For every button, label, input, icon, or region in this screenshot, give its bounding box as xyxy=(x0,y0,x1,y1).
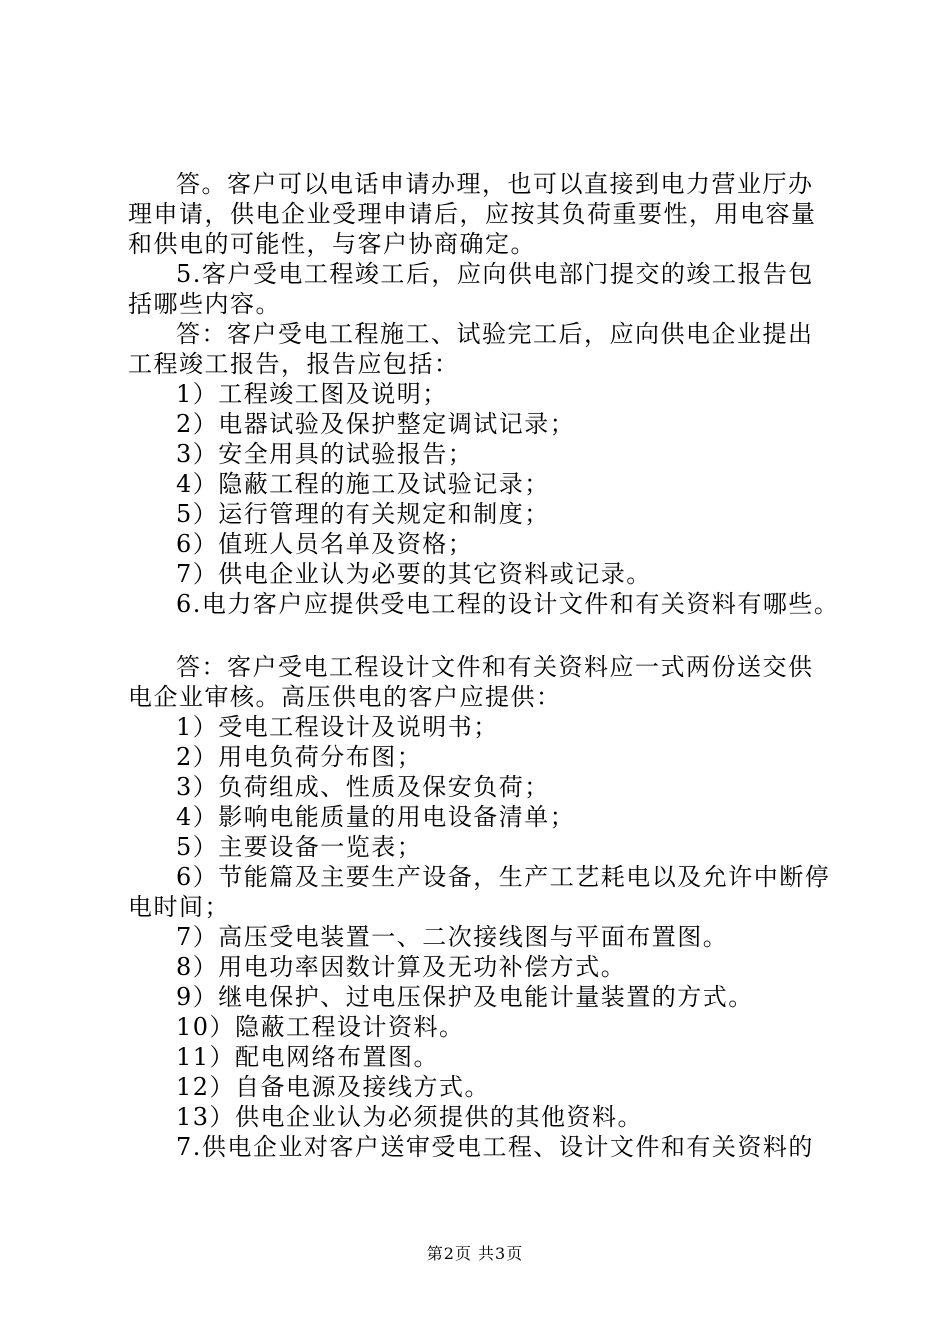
answer-5-line: 答：客户受电工程施工、试验完工后，应向供电企业提出 xyxy=(176,320,814,348)
list-item: 9）继电保护、过电压保护及电能计量装置的方式。 xyxy=(176,983,754,1011)
list-item: 3）负荷组成、性质及保安负荷； xyxy=(176,773,550,801)
list-item: 5）主要设备一览表； xyxy=(176,833,423,861)
answer-5-line: 工程竣工报告，报告应包括： xyxy=(128,350,460,378)
paragraph-line: 答。客户可以电话申请办理，也可以直接到电力营业厅办 xyxy=(176,170,814,198)
question-7-line: 7.供电企业对客户送审受电工程、设计文件和有关资料的 xyxy=(176,1133,814,1161)
list-item: 4）隐蔽工程的施工及试验记录； xyxy=(176,470,550,498)
list-item: 13）供电企业认为必须提供的其他资料。 xyxy=(176,1103,644,1131)
list-item: 6）节能篇及主要生产设备，生产工艺耗电以及允许中断停 xyxy=(176,863,831,891)
list-item: 2）电器试验及保护整定调试记录； xyxy=(176,410,576,438)
list-item: 11）配电网络布置图。 xyxy=(176,1043,440,1071)
question-5-line: 括哪些内容。 xyxy=(128,290,281,318)
list-item: 4）影响电能质量的用电设备清单； xyxy=(176,803,576,831)
list-item: 12）自备电源及接线方式。 xyxy=(176,1073,491,1101)
document-body xyxy=(128,169,838,1162)
list-item: 6）值班人员名单及资格； xyxy=(176,530,474,558)
answer-6-line: 答：客户受电工程设计文件和有关资料应一式两份送交供 xyxy=(176,653,814,681)
list-item: 7）供电企业认为必要的其它资料或记录。 xyxy=(176,560,652,588)
list-item: 10）隐蔽工程设计资料。 xyxy=(176,1013,465,1041)
list-item: 1）受电工程设计及说明书； xyxy=(176,713,499,741)
paragraph-gap xyxy=(128,619,838,652)
page-footer: 第2页 共3页 xyxy=(426,1244,524,1263)
list-item: 1）工程竣工图及说明； xyxy=(176,380,448,408)
list-item: 3）安全用具的试验报告； xyxy=(176,440,474,468)
list-item: 5）运行管理的有关规定和制度； xyxy=(176,500,550,528)
question-6-line: 6.电力客户应提供受电工程的设计文件和有关资料有哪些。 xyxy=(176,590,840,618)
paragraph-line: 和供电的可能性，与客户协商确定。 xyxy=(128,230,536,258)
list-item: 7）高压受电装置一、二次接线图与平面布置图。 xyxy=(176,923,729,951)
list-item-continuation: 电时间； xyxy=(128,893,230,921)
answer-6-line: 电企业审核。高压供电的客户应提供： xyxy=(128,683,562,711)
paragraph-line: 理申请，供电企业受理申请后，应按其负荷重要性，用电容量 xyxy=(128,200,817,228)
list-item: 2）用电负荷分布图； xyxy=(176,743,423,771)
question-5-line: 5.客户受电工程竣工后，应向供电部门提交的竣工报告包 xyxy=(176,260,814,288)
list-item: 8）用电功率因数计算及无功补偿方式。 xyxy=(176,953,627,981)
